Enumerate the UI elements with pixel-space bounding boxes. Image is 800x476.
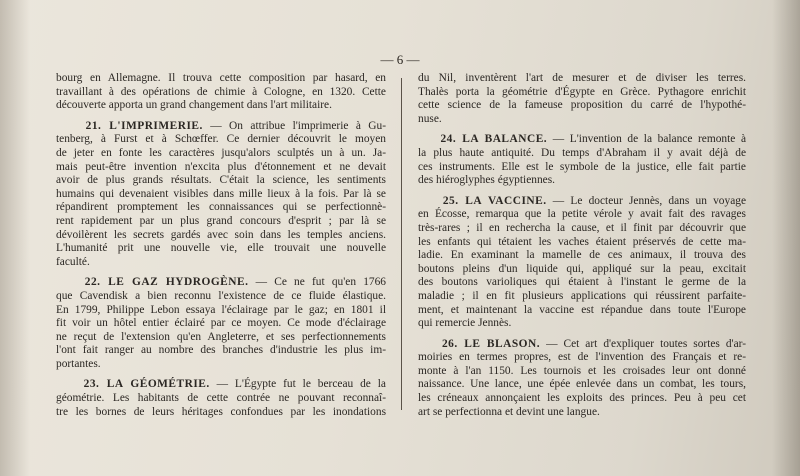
article-heading: 24. LA BALANCE.: [440, 133, 548, 146]
text-fragment: — Cet art d'expliquer toutes sortes d'ar-: [546, 337, 747, 350]
text-line: L'humanité prit une nouvelle vie, elle trouvait une nouvelle: [56, 242, 386, 255]
text-line: rent rapidement par un plus grand concours d'esprit ; par là se: [56, 214, 386, 227]
text-line: monte à l'an 1150. Les tournois et les croisades leur ont donné: [418, 364, 746, 377]
article-heading: 22. LE GAZ HYDROGÈNE.: [84, 276, 249, 289]
text-line: de jeter en fonte les caractères jusqu'alors sculptés un à un. Ja-: [56, 146, 386, 159]
article-balance: [418, 133, 746, 187]
text-line: [56, 120, 386, 134]
text-line: tenberg, à Furst et à Schœffer. Ce dernier découvrit le moyen: [56, 133, 386, 146]
text-line: ne reçut de l'extension qu'en Angleterre, et ses perfectionnements: [56, 330, 386, 343]
text-line: [418, 338, 746, 352]
text-line: [418, 133, 746, 147]
page-curl-shadow: [772, 0, 800, 476]
text-fragment: — Le docteur Jennès, dans un voyage: [552, 194, 746, 207]
text-line: [56, 378, 386, 392]
text-fragment: — Ce ne fut qu'en 1766: [255, 276, 386, 289]
text-line: cette science de la fameuse proposition du carré de l'hypothé-: [418, 99, 746, 112]
text-line: ment, et maintenant la vaccine est répandue dans toute l'Europe: [418, 303, 746, 316]
text-line: la plus haute antiquité. Du temps d'Abraham il y avait déjà de: [418, 146, 746, 159]
text-line: dévoilèrent les secrets gardés avec soin dans les temples anciens.: [56, 228, 386, 241]
text-line: maladie ; il en fit plusieurs applications qui réussirent parfaite-: [418, 289, 746, 302]
article-geometrie: [56, 378, 386, 419]
text-line: qui remercie Jennès.: [418, 317, 512, 330]
text-line: tre les bornes de leurs héritages confondues par les inondations: [56, 405, 386, 418]
text-fragment: — On attribue l'imprimerie à Gu-: [210, 119, 387, 132]
text-fragment: — L'invention de la balance remonte à: [552, 133, 747, 146]
left-intro: [56, 72, 386, 113]
article-heading: 25. LA VACCINE.: [442, 194, 547, 207]
text-line: répandirent promptement les connaissances qui se perfectionnè-: [56, 201, 386, 214]
article-imprimerie: [56, 120, 386, 270]
text-fragment: — L'Égypte fut le berceau de la: [216, 378, 386, 391]
text-line: bourg en Allemagne. Il trouva cette composition par hasard, en: [56, 72, 386, 84]
text-line: découverte apporta un grand changement dans l'art militaire.: [56, 99, 332, 112]
article-gaz-hydrogene: [56, 276, 386, 371]
text-line: l'ont fait ranger au nombre des branches d'industrie les plus im-: [56, 344, 386, 357]
text-line: humains qui devenaient visibles dans mille lieux à la fois. Par là se: [56, 187, 386, 200]
article-heading: 23. LA GÉOMÉTRIE.: [83, 378, 210, 391]
page-number: — 6 —: [380, 52, 420, 67]
text-line: fit voir un hôtel entier éclairé par ce moyen. Ce mode d'éclairage: [56, 317, 386, 330]
article-vaccine: [418, 195, 746, 331]
binding-shadow: [0, 0, 30, 476]
text-line: moiries en termes propres, est de l'invention des Français et re-: [418, 351, 746, 364]
text-line: portantes.: [56, 357, 101, 370]
text-line: ces instruments. Elle est le symbole de la justice, elle fait partie: [418, 160, 746, 173]
text-line: en Écosse, remarqua que la petite vérole y avait fait des ravages: [418, 208, 746, 221]
text-line: avoir de plus grands résultats. C'était la science, les sentiments: [56, 174, 386, 187]
text-line: mais peut-être invention n'excita plus d'étonnement et ne devait: [56, 160, 386, 173]
article-heading: 26. LE BLASON.: [441, 337, 541, 350]
text-line: [56, 276, 386, 290]
column-divider: [401, 78, 402, 410]
left-column: [56, 72, 386, 419]
text-line: que Cavendisk a bien reconnu l'existence de ce fluide élastique.: [56, 289, 386, 302]
text-line: travaillant à des opérations de chimie à Cologne, en 1320. Cette: [56, 85, 386, 98]
article-heading: 21. L'IMPRIMERIE.: [85, 119, 203, 132]
text-line: les créneaux annonçaient les exploits des princes. Peu à peu cet: [418, 392, 746, 405]
article-blason: [418, 338, 746, 420]
text-line: géométrie. Les habitants de cette contrée ne pouvant reconnaî-: [56, 392, 386, 405]
text-line: du Nil, inventèrent l'art de mesurer et de diviser les terres.: [418, 72, 746, 84]
text-line: des boutons varioliques qui étaient à l'instant le germe de la: [418, 276, 746, 289]
text-line: Thalès porta la géométrie d'Égypte en Grèce. Pythagore enrichit: [418, 85, 746, 98]
text-line: [418, 195, 746, 209]
right-column: [418, 72, 746, 419]
text-line: des hiéroglyphes égyptiennes.: [418, 174, 555, 187]
text-line: ladie. En examinant la mamelle de ces animaux, il trouva des: [418, 249, 746, 262]
text-line: art se perfectionna et devint une langue.: [418, 405, 600, 418]
text-line: les enfants qui tétaient les vaches étaient préservés de cette ma-: [418, 235, 746, 248]
text-line: nuse.: [418, 112, 442, 125]
text-line: En 1799, Philippe Lebon essaya l'éclairage par le gaz; en 1801 il: [56, 303, 386, 316]
text-line: naissance. Une lance, une épée enlevée dans un combat, les tours,: [418, 378, 746, 391]
text-line: faculté.: [56, 255, 90, 268]
text-line: très-rares ; il en rechercha la cause, et il finit par découvrir que: [418, 221, 746, 234]
right-intro: [418, 72, 746, 126]
text-line: boutons pleins d'un liquide qui, appliqué sur la peau, excitait: [418, 262, 746, 275]
